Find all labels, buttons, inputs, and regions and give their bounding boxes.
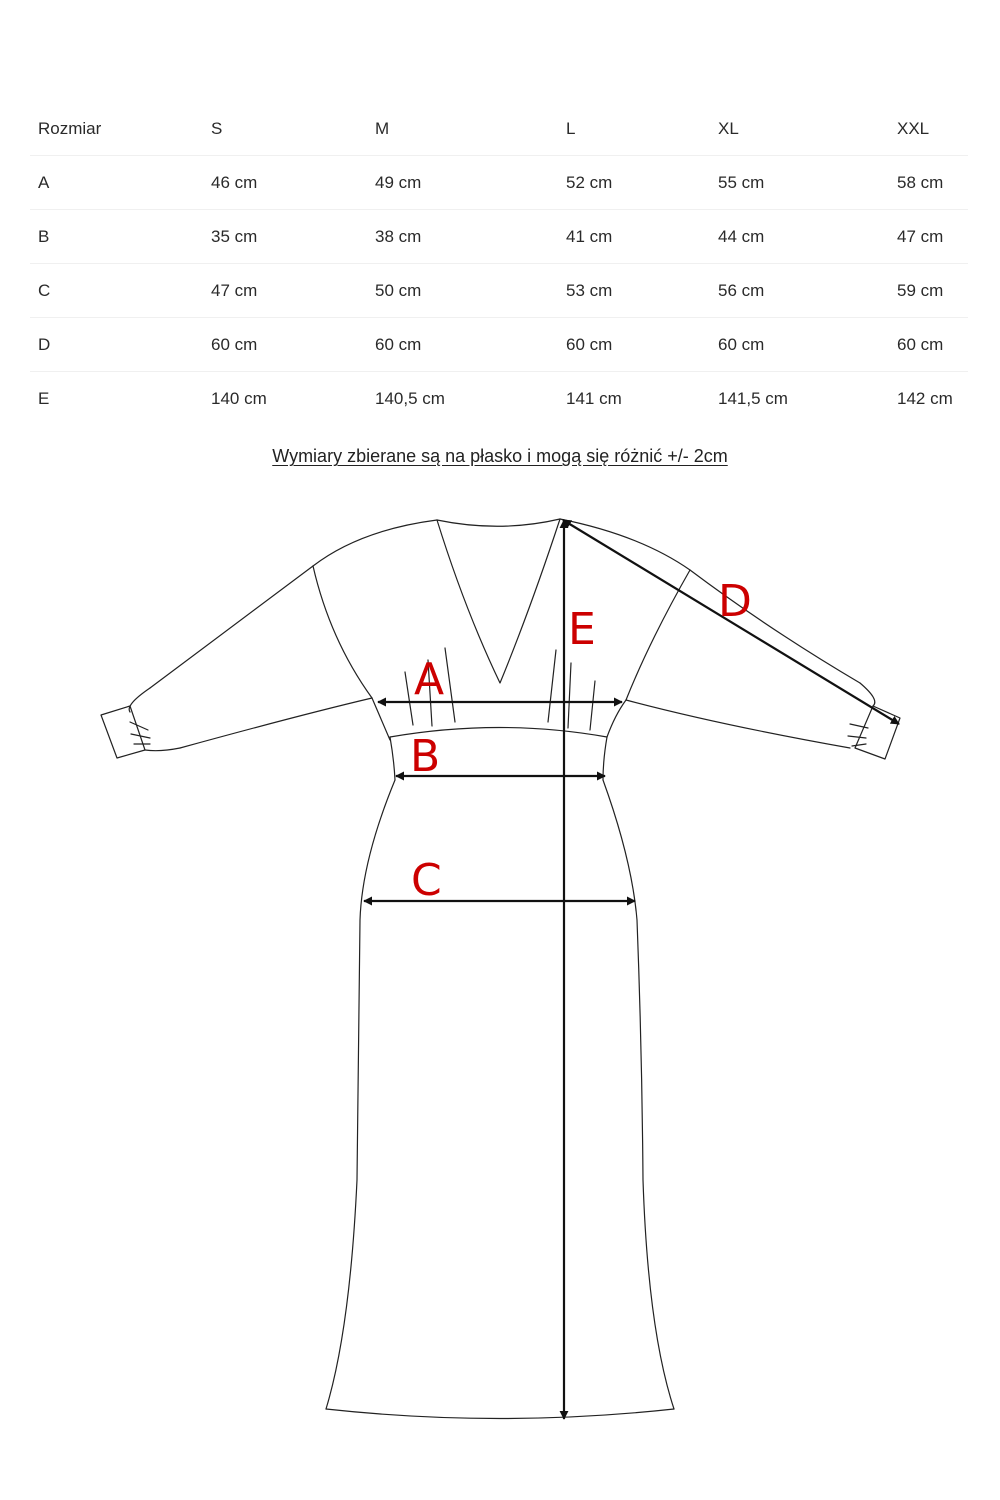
table-cell: 60 cm: [718, 318, 897, 372]
table-cell: 140 cm: [211, 388, 267, 408]
right-pleats: [548, 650, 595, 730]
header-cell: XL: [718, 102, 897, 156]
left-cuff-gathers: [130, 722, 150, 744]
table-cell: 38 cm: [375, 210, 566, 264]
label-a: A: [414, 654, 445, 705]
measurement-lines: [364, 520, 899, 1419]
v-neck-front: [437, 519, 560, 683]
table-cell: 47 cm: [211, 264, 375, 318]
table-cell: C: [30, 264, 211, 318]
label-c: C: [411, 855, 442, 906]
left-sleeve-puff: [129, 688, 150, 712]
table-cell: E: [38, 388, 50, 408]
table-cell: 52 cm: [566, 156, 718, 210]
table-cell: 58 cm: [897, 156, 968, 210]
header-cell: Rozmiar: [30, 102, 211, 156]
left-cuff: [101, 706, 145, 758]
left-sleeve-top: [150, 566, 313, 688]
measurement-note-text: Wymiary zbierane są na płasko i mogą się różnić +/- 2cm: [272, 446, 728, 466]
table-cell: 44 cm: [718, 210, 897, 264]
table-cell: 46 cm: [211, 156, 375, 210]
skirt-right-side: [603, 780, 674, 1409]
right-cuff-gathers: [848, 724, 868, 746]
table-cell: 60 cm: [566, 318, 718, 372]
header-cell: L: [566, 102, 718, 156]
table-cell: 60 cm: [375, 318, 566, 372]
right-bodice-side: [607, 700, 626, 737]
table-cell: 60 cm: [211, 318, 375, 372]
waistband-left: [390, 737, 395, 780]
right-armhole: [626, 570, 690, 700]
left-sleeve-bottom: [180, 698, 372, 748]
table-cell: 140,5 cm: [375, 388, 445, 408]
table-cell: 47 cm: [897, 210, 968, 264]
table-cell: 41 cm: [566, 210, 718, 264]
back-neckline: [437, 519, 560, 526]
skirt-left-side: [326, 780, 395, 1409]
header-cell: S: [211, 102, 375, 156]
table-cell: 141 cm: [566, 388, 622, 408]
table-cell: A: [30, 156, 211, 210]
waistband-right: [603, 737, 607, 780]
header-cell: XXL: [897, 102, 968, 156]
left-sleeve-puff-bottom: [145, 748, 180, 751]
right-sleeve-top: [690, 570, 860, 683]
right-shoulder-line: [560, 519, 690, 570]
label-e: E: [568, 604, 596, 655]
label-d: D: [718, 576, 752, 627]
left-shoulder-line: [313, 520, 437, 566]
table-cell: 59 cm: [897, 264, 968, 318]
right-cuff: [855, 706, 900, 759]
table-cell: 55 cm: [718, 156, 897, 210]
left-armhole: [313, 566, 372, 698]
table-cell: 49 cm: [375, 156, 566, 210]
table-cell: 141,5 cm: [718, 388, 788, 408]
table-cell: 53 cm: [566, 264, 718, 318]
table-cell: 56 cm: [718, 264, 897, 318]
right-sleeve-bottom: [626, 700, 850, 748]
dress-outline: [101, 519, 900, 1419]
table-cell: 142 cm: [897, 388, 953, 408]
table-cell: 35 cm: [211, 210, 375, 264]
left-bodice-side: [372, 698, 390, 740]
table-cell: B: [30, 210, 211, 264]
skirt-hem: [326, 1409, 674, 1419]
header-cell: M: [375, 102, 566, 156]
label-b: B: [410, 731, 441, 782]
table-cell: D: [30, 318, 211, 372]
table-cell: 60 cm: [897, 318, 968, 372]
table-cell: 50 cm: [375, 264, 566, 318]
